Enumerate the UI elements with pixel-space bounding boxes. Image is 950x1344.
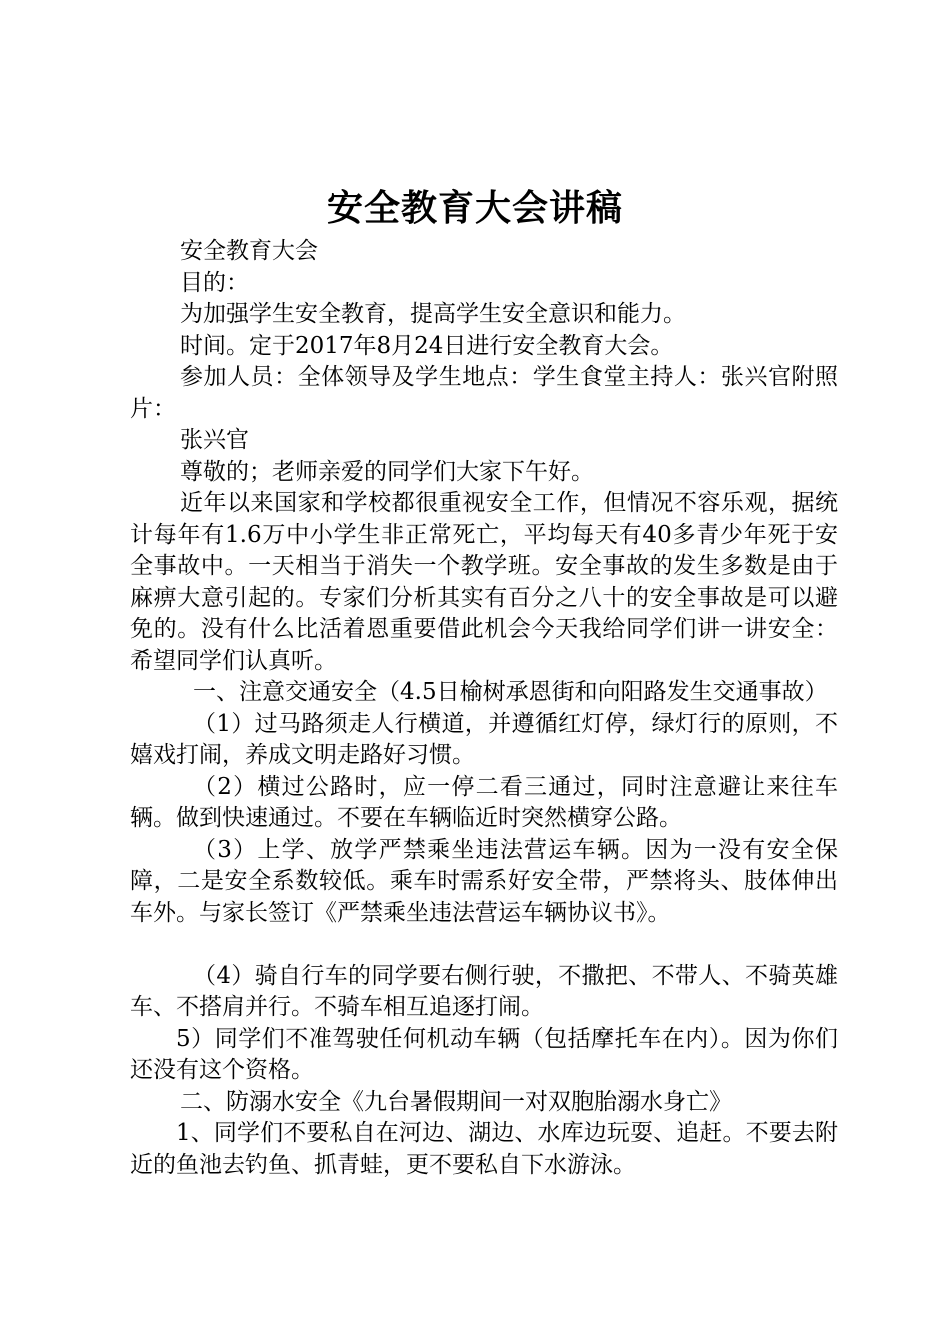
- paragraph-purpose: 为加强学生安全教育，提高学生安全意识和能力。: [180, 301, 686, 327]
- section-heading-drowning: 二、防溺水安全《九台暑假期间一对双胞胎溺水身亡》: [180, 1088, 732, 1115]
- paragraph-meeting-name: 安全教育大会: [180, 238, 318, 264]
- paragraph-introduction: 近年以来国家和学校都很重视安全工作，但情况不容乐观，据统计每年有1.6万中小学生非正常死亡，平均每天有40多青少年死于安全事故中。一天相当于消失一个教学班。安全事故的发生多数是由于麻痹大意引起的。专家们分析其实有百分之八十的安全事故是可以避免的。没有什么比活着恩重要借此机会今天我给同学们讲一讲安全：希望同学们认真听。: [130, 490, 838, 674]
- blank-line: [130, 929, 838, 961]
- paragraph-participants: 参加人员：全体领导及学生地点：学生食堂主持人：张兴官附照片：: [130, 364, 838, 422]
- paragraph-speaker: 张兴官: [180, 427, 249, 453]
- document-title: 安全教育大会讲稿: [326, 187, 623, 229]
- paragraph-traffic-1: （1）过马路须走人行横道，并遵循红灯停，绿灯行的原则，不嬉戏打闹，养成文明走路好习惯。: [130, 710, 838, 768]
- section-heading-traffic: 一、注意交通安全（4.5日榆树承恩街和向阳路发生交通事故）: [193, 679, 828, 705]
- paragraph-traffic-3: （3）上学、放学严禁乘坐违法营运车辆。因为一没有安全保障，二是安全系数较低。乘车时需系好安全带，严禁将头、肢体伸出车外。与家长签订《严禁乘坐违法营运车辆协议书》。: [130, 836, 838, 926]
- paragraph-drowning-1: 1、同学们不要私自在河边、湖边、水库边玩耍、追赶。不要去附近的鱼池去钓鱼、抓青蛙，更不要私自下水游泳。: [130, 1120, 838, 1178]
- paragraph-traffic-4: （4）骑自行车的同学要右侧行驶，不撒把、不带人、不骑英雄车、不搭肩并行。不骑车相互追逐打闹。: [130, 962, 838, 1020]
- document-body: [130, 236, 838, 1181]
- paragraph-traffic-5: 5）同学们不准驾驶任何机动车辆（包括摩托车在内）。因为你们还没有这个资格。: [130, 1025, 838, 1083]
- paragraph-greeting: 尊敬的；老师亲爱的同学们大家下午好。: [180, 458, 594, 485]
- paragraph-time: 时间。定于2017年8月24日进行安全教育大会。: [180, 332, 674, 359]
- paragraph-traffic-2: （2）横过公路时，应一停二看三通过，同时注意避让来往车辆。做到快速通过。不要在车辆临近时突然横穿公路。: [130, 773, 838, 831]
- paragraph-purpose-label: 目的：: [180, 269, 249, 296]
